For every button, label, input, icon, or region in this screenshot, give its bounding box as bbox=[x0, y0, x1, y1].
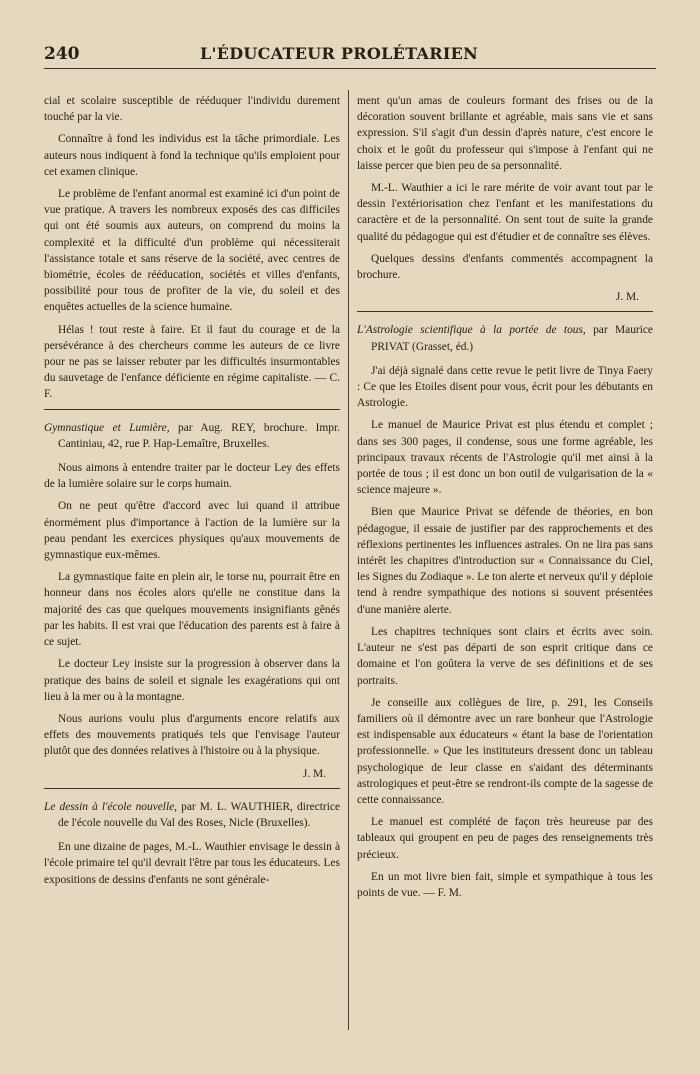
paragraph: Le manuel de Maurice Privat est plus étendu et complet ; dans ses 300 pages, il condense, sous une forme agréable, les principaux travaux récents de l'Astrologie qu'il met ainsi à la portée de tous ; il est donc un bon outil de vulgarisation de la « science majeure ». bbox=[357, 419, 653, 497]
review-title: Gymnastique et Lumière, bbox=[44, 421, 170, 434]
paragraph: Nous aurions voulu plus d'arguments encore relatifs aux effets des mouvements pratiqués tels que l'envisage l'auteur plutôt que des données relatives à l'histoire ou à la physique. bbox=[44, 712, 340, 758]
review-title: L'Astrologie scientifique à la portée de tous, bbox=[357, 324, 586, 337]
paragraph: Bien que Maurice Privat se défende de théories, en bon pédagogue, il essaie de justifier par des rapprochements et des réflexions pertinentes les influences astrales. On ne lira pas sans intérêt les chapitres d'introduction sur « Connaissance du Ciel, les Signes du Zodiaque ». Le ton alerte et nerveux qu'il y déploie tend à rendre sympathique des notions si souvent présentées d'une manière alerte. bbox=[357, 506, 653, 616]
section-divider bbox=[44, 409, 340, 410]
paragraph: Je conseille aux collègues de lire, p. 291, les Conseils familiers où il démontre avec un rare bonheur que l'Astrologie est indispensable aux éducateurs « étant la base de l'orientation professionnelle. » Que les instituteurs dressent donc un tableau psychologique de leur classe en s'aidant des déterminants astrologiques et peut-être se rendront-ils compte de la sagesse de cette connaissance. bbox=[357, 696, 653, 806]
signature: J. M. bbox=[302, 767, 326, 780]
paragraph: Le problème de l'enfant anormal est examiné ici d'un point de vue pratique. A travers les nombreux exposés des cas difficiles qui ont été soumis aux auteurs, on comprend du moins la complexité et la difficulté d'un problème qui nécessiterait l'assistance totale et sans réserve de la société, avec centres de biométrie, écoles de rééducation, sociétés et villes d'enfants, possibilité pour tous de profiter de la vie, du soleil et des enquêtes actuelles de la science humaine. bbox=[44, 188, 340, 314]
page-header bbox=[0, 38, 700, 68]
paragraph: Les chapitres techniques sont clairs et écrits avec soin. L'auteur ne s'est pas départi de son esprit critique dans ce domaine et l'on goûtera la verve de ses définitions et de ses portraits. bbox=[357, 625, 653, 687]
review-title: Le dessin à l'école nouvelle, bbox=[44, 800, 178, 813]
paragraph: En un mot livre bien fait, simple et sympathique à tous les points de vue. — F. M. bbox=[357, 870, 653, 899]
right-column bbox=[357, 93, 653, 907]
running-title: L'ÉDUCATEUR PROLÉTARIEN bbox=[200, 44, 479, 63]
paragraph: On ne peut qu'être d'accord avec lui quand il attribue énormément plus d'importance à l'action de la lumière sur la peau pendant les exercices physiques qu'aux mouvements de gymnastique eux-mêmes. bbox=[44, 500, 340, 562]
paragraph: ment qu'un amas de couleurs formant des frises ou de la décoration souvent brillante et agréable, mais sans vie et sans expression. S'il s'agit d'un dessin d'après nature, c'est encore le choix et le goût du professeur qui s'impose à l'enfant qui ne laisse percer que bien peu de sa personnalité. bbox=[357, 95, 653, 172]
column-divider bbox=[348, 90, 349, 1030]
paragraph: M.-L. Wauthier a ici le rare mérite de voir avant tout par le dessin l'extériorisation chez l'enfant et les manifestations du caractère et de la personnalité. On sent tout de suite la grande qualité du pédagogue qui est d'étudier et de connaître ses élèves. bbox=[357, 182, 653, 243]
section-divider bbox=[357, 311, 653, 312]
review-heading-gymnastique bbox=[44, 420, 340, 452]
header-rule bbox=[44, 68, 656, 69]
paragraph: cial et scolaire susceptible de rééduquer l'individu durement touché par la vie. bbox=[44, 95, 340, 124]
signature: J. M. bbox=[615, 291, 639, 304]
review-details: par M. L. WAUTHIER, directrice de l'école nouvelle du Val des Roses, Nicle (Bruxelles). bbox=[58, 800, 340, 829]
section-divider bbox=[44, 788, 340, 789]
paragraph: En une dizaine de pages, M.-L. Wauthier envisage le dessin à l'école primaire tel qu'il devrait l'être par tous les éducateurs. Les expositions de dessins d'enfants ne sont générale- bbox=[44, 841, 340, 886]
review-heading-astrologie bbox=[357, 322, 653, 354]
paragraph: J'ai déjà signalé dans cette revue le petit livre de Tinya Faery : Ce que les Etoiles disent pour vous, écrit pour les débutants en Astrologie. bbox=[357, 364, 653, 410]
paragraph: Connaître à fond les individus est la tâche primordiale. Les auteurs nous indiquent à fond la technique qu'ils emploient pour cet examen clinique. bbox=[44, 133, 340, 178]
paragraph: La gymnastique faite en plein air, le torse nu, pourrait être en honneur dans nos écoles alors qu'elle ne constitue dans la majorité des cas que quelques mouvements insignifiants gênés par les habits. Il est vrai que l'éducation des parents est à faire à ce sujet. bbox=[44, 571, 340, 649]
paragraph: Quelques dessins d'enfants commentés accompagnent la brochure. bbox=[357, 252, 653, 282]
paragraph: Hélas ! tout reste à faire. Et il faut du courage et de la persévérance à des chercheurs comme les auteurs de ce livre pour ne pas se laisser rebuter par les difficultés insurmontables du sauvetage de l'enfance déficiente en régime capitaliste. — C. F. bbox=[44, 323, 340, 401]
page-number: 240 bbox=[44, 44, 80, 64]
paragraph: Nous aimons à entendre traiter par le docteur Ley des effets de la lumière solaire sur le corps humain. bbox=[44, 462, 340, 491]
review-heading-dessin bbox=[44, 799, 340, 831]
paragraph: Le manuel est complété de façon très heureuse par des tableaux qui groupent en peu de pages des renseignements très précieux. bbox=[357, 816, 653, 861]
left-column bbox=[44, 93, 340, 894]
paragraph: Le docteur Ley insiste sur la progression à observer dans la pratique des bains de soleil et signale les exagérations qui ont lieu à la mer ou à la montagne. bbox=[44, 658, 340, 703]
review-details: par Aug. REY, brochure. Impr. Cantiniau, 42, rue P. Hap-Lemaître, Bruxelles. bbox=[58, 421, 340, 450]
review-details: par Maurice PRIVAT (Grasset, éd.) bbox=[371, 324, 653, 353]
